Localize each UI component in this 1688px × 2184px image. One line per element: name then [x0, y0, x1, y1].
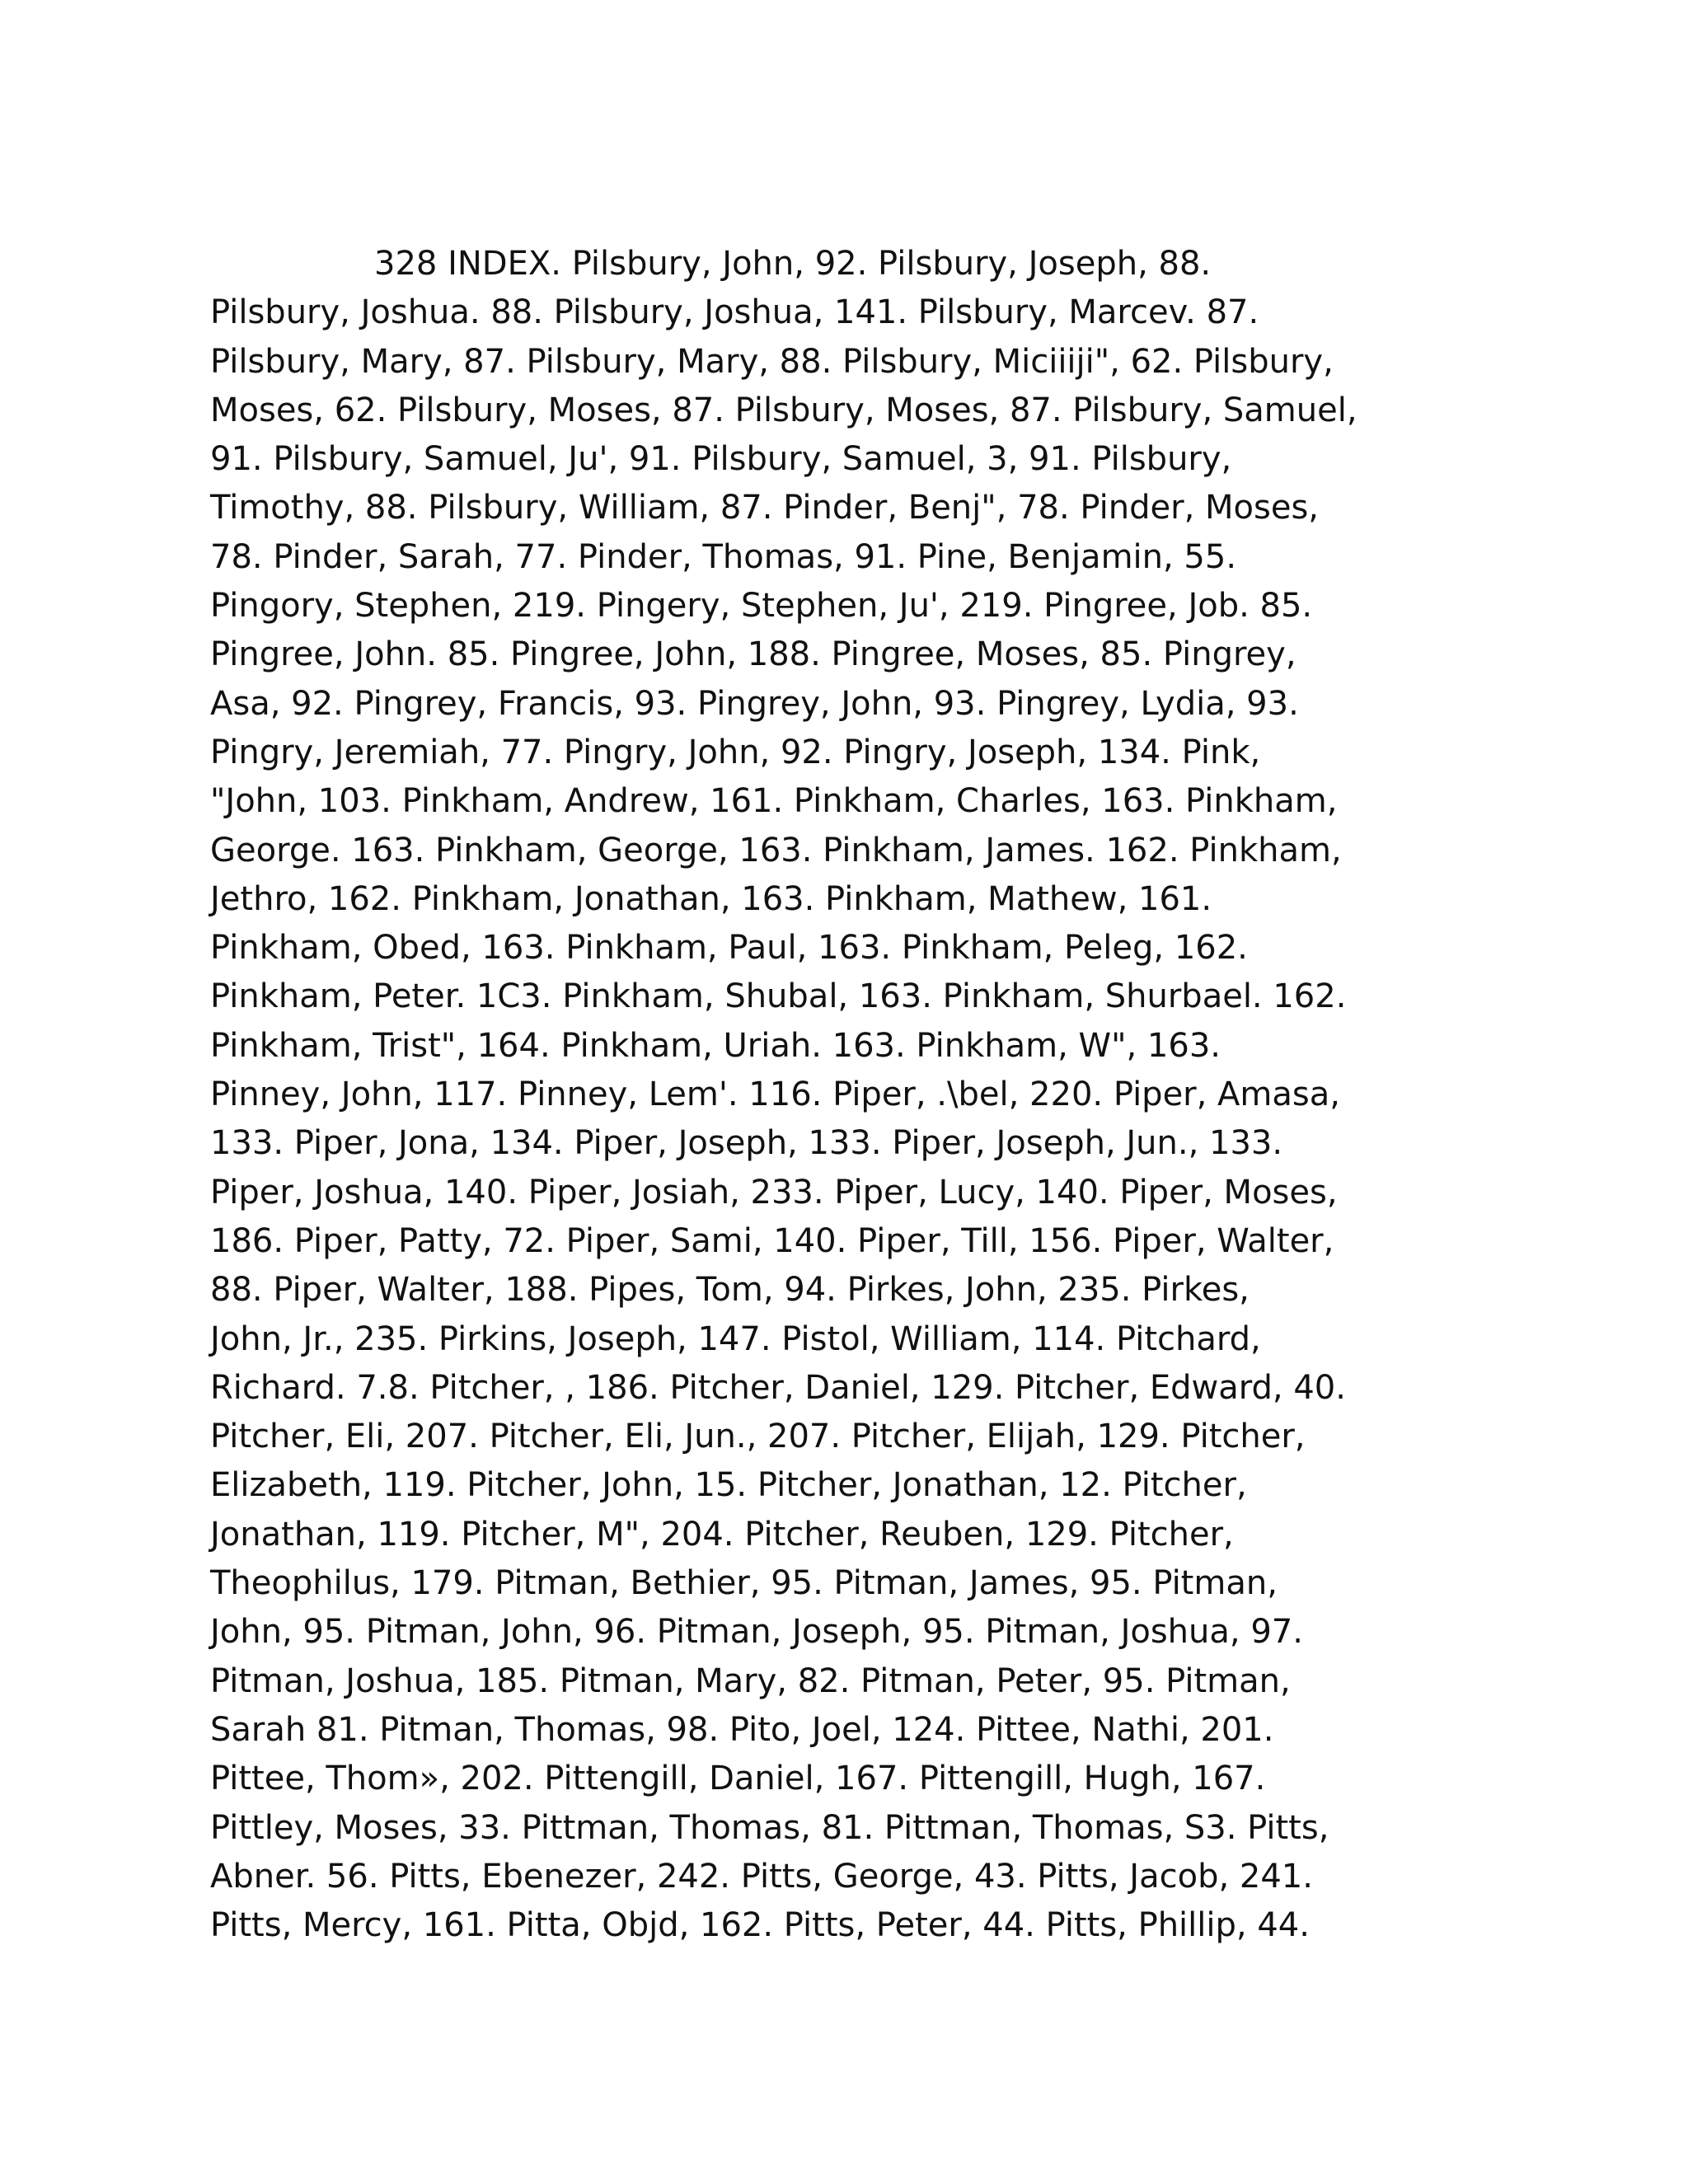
index-line: Pinkham, Peter. 1C3. Pinkham, Shubal, 163. Pinkham, Shurbael. 162.: [210, 977, 1347, 1016]
index-line: Asa, 92. Pingrey, Francis, 93. Pingrey, John, 93. Pingrey, Lydia, 93.: [210, 684, 1299, 723]
index-line: 78. Pinder, Sarah, 77. Pinder, Thomas, 91. Pine, Benjamin, 55.: [210, 537, 1237, 576]
index-line: Piper, Joshua, 140. Piper, Josiah, 233. Piper, Lucy, 140. Piper, Moses,: [210, 1173, 1338, 1212]
index-text-block: [210, 240, 1479, 1950]
index-line: Pingry, Jeremiah, 77. Pingry, John, 92. Pingry, Joseph, 134. Pink,: [210, 733, 1261, 771]
index-line: Timothy, 88. Pilsbury, William, 87. Pinder, Benj", 78. Pinder, Moses,: [210, 489, 1319, 527]
index-line: Pilsbury, Mary, 87. Pilsbury, Mary, 88. Pilsbury, Miciiiji", 62. Pilsbury,: [210, 342, 1334, 381]
index-line: Pitman, Joshua, 185. Pitman, Mary, 82. Pitman, Peter, 95. Pitman,: [210, 1661, 1291, 1700]
index-line: Elizabeth, 119. Pitcher, John, 15. Pitcher, Jonathan, 12. Pitcher,: [210, 1466, 1247, 1505]
index-line: 186. Piper, Patty, 72. Piper, Sami, 140. Piper, Till, 156. Piper, Walter,: [210, 1221, 1334, 1260]
index-line: Pinkham, Trist", 164. Pinkham, Uriah. 163. Pinkham, W", 163.: [210, 1026, 1221, 1065]
index-line: 328 INDEX. Pilsbury, John, 92. Pilsbury, Joseph, 88.: [374, 245, 1212, 283]
index-line: "John, 103. Pinkham, Andrew, 161. Pinkham, Charles, 163. Pinkham,: [210, 782, 1338, 821]
index-line: Abner. 56. Pitts, Ebenezer, 242. Pitts, George, 43. Pitts, Jacob, 241.: [210, 1857, 1313, 1896]
index-line: Moses, 62. Pilsbury, Moses, 87. Pilsbury, Moses, 87. Pilsbury, Samuel,: [210, 391, 1357, 429]
index-line: Sarah 81. Pitman, Thomas, 98. Pito, Joel, 124. Pittee, Nathi, 201.: [210, 1710, 1274, 1749]
index-line: Pinney, John, 117. Pinney, Lem'. 116. Piper, .\bel, 220. Piper, Amasa,: [210, 1076, 1340, 1114]
index-line: 88. Piper, Walter, 188. Pipes, Tom, 94. Pirkes, John, 235. Pirkes,: [210, 1271, 1250, 1310]
index-line: Pittley, Moses, 33. Pittman, Thomas, 81. Pittman, Thomas, S3. Pitts,: [210, 1808, 1329, 1847]
index-line: 133. Piper, Jona, 134. Piper, Joseph, 133. Piper, Joseph, Jun., 133.: [210, 1124, 1283, 1163]
index-line: Richard. 7.8. Pitcher, , 186. Pitcher, Daniel, 129. Pitcher, Edward, 40.: [210, 1368, 1346, 1407]
index-line: John, 95. Pitman, John, 96. Pitman, Joseph, 95. Pitman, Joshua, 97.: [210, 1613, 1303, 1652]
index-line: Pilsbury, Joshua. 88. Pilsbury, Joshua, 141. Pilsbury, Marcev. 87.: [210, 293, 1259, 332]
index-line: Pingree, John. 85. Pingree, John, 188. Pingree, Moses, 85. Pingrey,: [210, 635, 1296, 674]
index-line: Pingory, Stephen, 219. Pingery, Stephen, Ju', 219. Pingree, Job. 85.: [210, 587, 1313, 626]
index-line: Theophilus, 179. Pitman, Bethier, 95. Pitman, James, 95. Pitman,: [210, 1564, 1278, 1603]
index-line: Pittee, Thom», 202. Pittengill, Daniel, 167. Pittengill, Hugh, 167.: [210, 1760, 1266, 1798]
index-line: Pitts, Mercy, 161. Pitta, Objd, 162. Pitts, Peter, 44. Pitts, Phillip, 44.: [210, 1906, 1310, 1945]
index-line: Pinkham, Obed, 163. Pinkham, Paul, 163. Pinkham, Peleg, 162.: [210, 929, 1248, 968]
index-line: Pitcher, Eli, 207. Pitcher, Eli, Jun., 207. Pitcher, Elijah, 129. Pitcher,: [210, 1418, 1306, 1456]
index-line: 91. Pilsbury, Samuel, Ju', 91. Pilsbury, Samuel, 3, 91. Pilsbury,: [210, 440, 1232, 479]
index-line: John, Jr., 235. Pirkins, Joseph, 147. Pistol, William, 114. Pitchard,: [210, 1319, 1261, 1358]
index-line: Jonathan, 119. Pitcher, M", 204. Pitcher, Reuben, 129. Pitcher,: [210, 1515, 1234, 1554]
index-line: George. 163. Pinkham, George, 163. Pinkham, James. 162. Pinkham,: [210, 831, 1342, 869]
index-line: Jethro, 162. Pinkham, Jonathan, 163. Pinkham, Mathew, 161.: [210, 879, 1212, 918]
